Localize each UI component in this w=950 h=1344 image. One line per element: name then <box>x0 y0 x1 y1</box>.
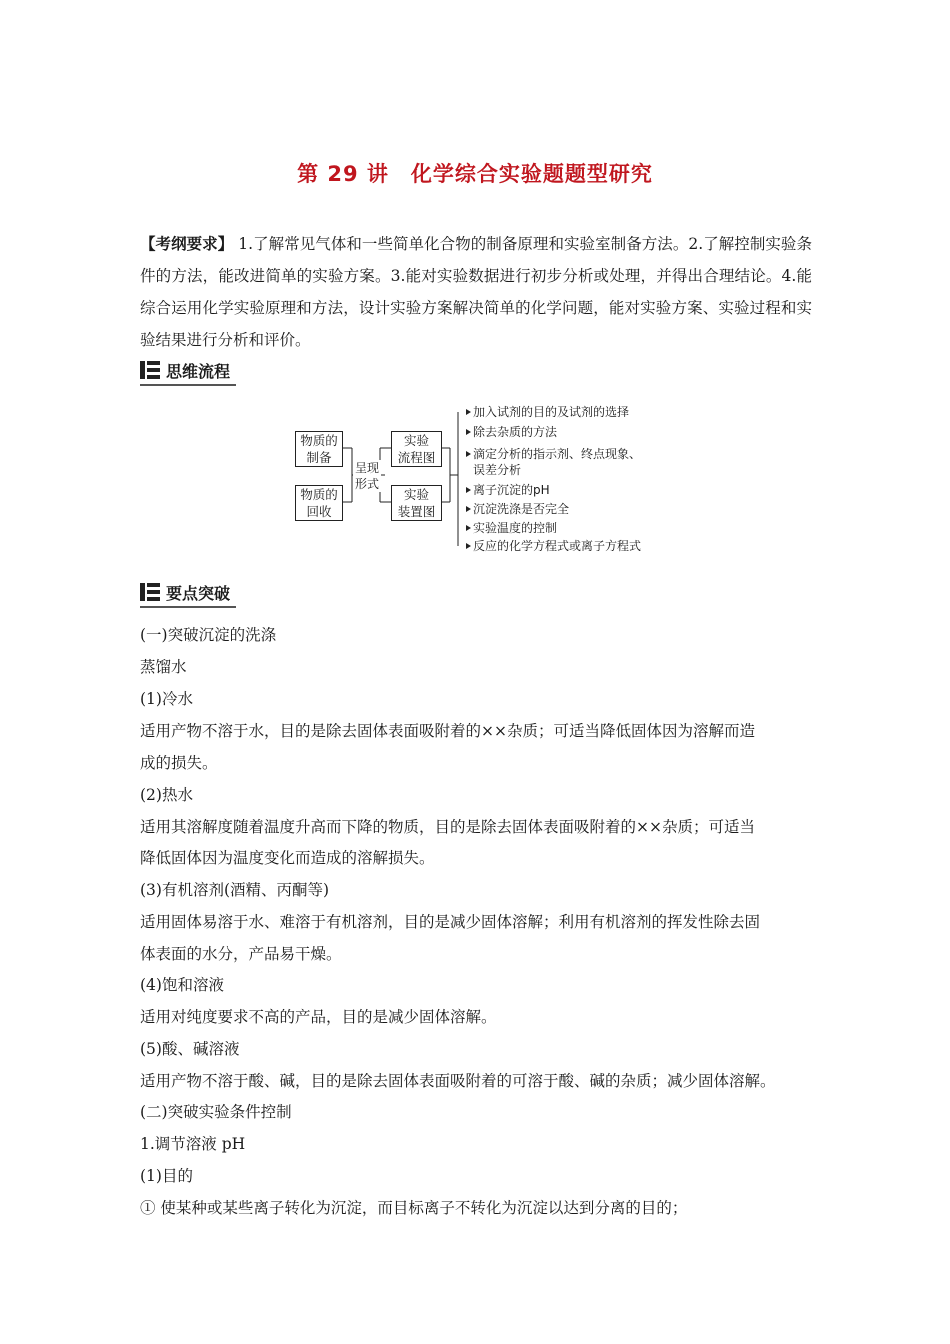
flow-label-presentation: 呈现 形式 <box>354 461 379 491</box>
flow-item: 沉淀洗涤是否完全 <box>473 502 570 516</box>
body-line: (二)突破实验条件控制 <box>140 1103 292 1121</box>
section-heading-thinking-flow <box>140 358 230 382</box>
page-title <box>0 158 950 188</box>
body-line: (1)冷水 <box>140 690 193 708</box>
thinking-flow-diagram <box>290 400 690 560</box>
section-bars-icon <box>140 361 160 379</box>
lecture-title: 化学综合实验题题型研究 <box>410 162 653 186</box>
body-line: (1)目的 <box>140 1167 193 1185</box>
body-line: 适用其溶解度随着温度升高而下降的物质，目的是除去固体表面吸附着的××杂质；可适当 <box>140 818 755 836</box>
flow-box-apparatus-chart: 实验 装置图 <box>391 485 442 521</box>
body-line: (3)有机溶剂(酒精、丙酮等) <box>140 881 330 899</box>
body-line: 1.调节溶液 pH <box>140 1135 246 1153</box>
requirements-tag: 【考纲要求】 <box>140 234 234 253</box>
body-line: (一)突破沉淀的洗涤 <box>140 626 277 644</box>
flow-item: 误差分析 <box>473 463 522 477</box>
body-line: (2)热水 <box>140 786 193 804</box>
body-line: 成的损失。 <box>140 754 218 772</box>
body-line: (5)酸、碱溶液 <box>140 1040 240 1058</box>
body-line: ① 使某种或某些离子转化为沉淀，而目标离子不转化为沉淀以达到分离的目的； <box>140 1199 688 1217</box>
lecture-number: 第 29 讲 <box>297 162 389 186</box>
flow-item: 除去杂质的方法 <box>473 425 558 439</box>
flow-box-recovery: 物质的 回收 <box>295 485 343 521</box>
section-heading-key-points <box>140 580 230 604</box>
body-line: (4)饱和溶液 <box>140 976 224 994</box>
flow-box-process-chart: 实验 流程图 <box>391 431 442 467</box>
flow-item: 滴定分析的指示剂、终点现象、 <box>473 447 642 461</box>
body-line: 降低固体因为温度变化而造成的溶解损失。 <box>140 849 435 867</box>
body-line: 适用对纯度要求不高的产品，目的是减少固体溶解。 <box>140 1008 497 1026</box>
flow-box-preparation: 物质的 制备 <box>295 431 343 467</box>
body-line: 适用固体易溶于水、难溶于有机溶剂，目的是减少固体溶解；利用有机溶剂的挥发性除去固 <box>140 913 761 931</box>
section-bars-icon <box>140 583 160 601</box>
flow-item: 离子沉淀的pH <box>473 483 550 497</box>
body-line: 蒸馏水 <box>140 658 187 676</box>
section-heading-text: 思维流程 <box>166 361 231 381</box>
body-line: 体表面的水分，产品易干燥。 <box>140 945 342 963</box>
body-line: 适用产物不溶于酸、碱，目的是除去固体表面吸附着的可溶于酸、碱的杂质；减少固体溶解。 <box>140 1072 776 1090</box>
section-heading-text: 要点突破 <box>166 583 231 603</box>
requirements-paragraph <box>140 228 812 356</box>
requirements-text: 1.了解常见气体和一些简单化合物的制备原理和实验室制备方法。2.了解控制实验条件的方法，能改进简单的实验方案。3.能对实验数据进行初步分析或处理，并得出合理结论。4.能综合运用化学实验原理和方法，设计实验方案解决简单的化学问题，能对实验方案、实验过程和实验结果进行分析和评价。 <box>140 235 812 349</box>
flow-item: 实验温度的控制 <box>473 521 558 535</box>
flow-item: 加入试剂的目的及试剂的选择 <box>473 405 630 419</box>
flow-item: 反应的化学方程式或离子方程式 <box>473 539 642 553</box>
body-line: 适用产物不溶于水，目的是除去固体表面吸附着的××杂质；可适当降低固体因为溶解而造 <box>140 722 755 740</box>
